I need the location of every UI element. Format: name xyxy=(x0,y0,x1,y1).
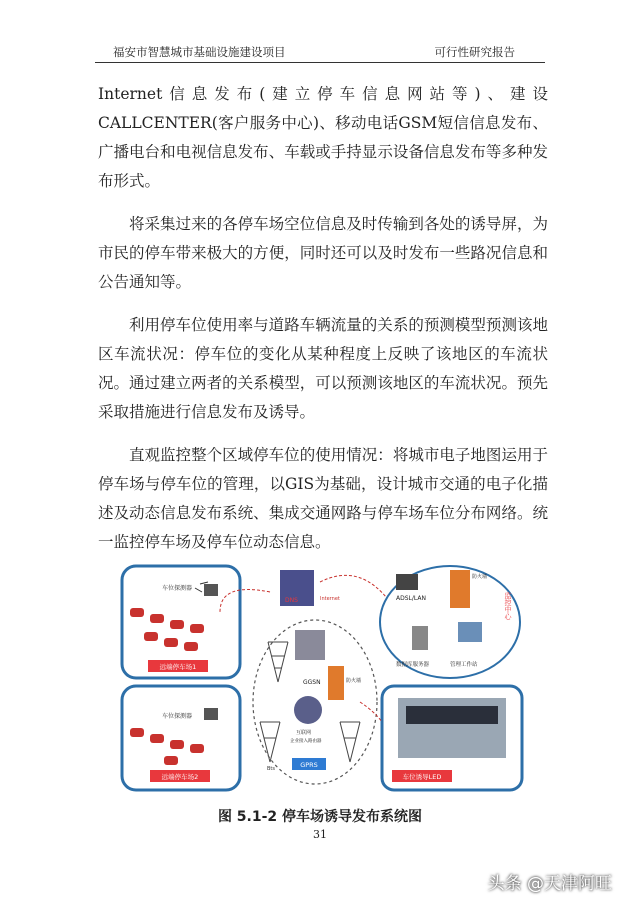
body-text xyxy=(98,80,548,571)
network-icon xyxy=(294,696,322,724)
center-firewall-icon xyxy=(450,570,470,608)
paragraph-3: 利用停车位使用率与道路车辆流量的关系的预测模型预测该地区车流状况：停车位的变化从某种程度上反映了该地区的车流状况。通过建立两者的关系模型，可以预测该地区的车流状况。预先采取措施进行信息发布及诱导。 xyxy=(98,316,548,421)
remote-lot-1 xyxy=(122,566,240,678)
router-icon xyxy=(295,630,325,660)
led-label: 车位诱导LED xyxy=(402,773,442,781)
network-label-1: 互联网 xyxy=(296,730,312,736)
page-header xyxy=(95,38,545,63)
lot2-name: 远端停车场2 xyxy=(161,773,199,781)
firewall-icon xyxy=(328,666,344,700)
lot1-sensor-label: 车位探测器 xyxy=(162,585,193,592)
paragraph-2: 将采集过来的各停车场空位信息及时传输到各处的诱导屏，为市民的停车带来极大的方便，同时还可以及时发布一些路况信息和公告通知等。 xyxy=(98,215,548,291)
figure-caption: 图 5.1-2 停车场诱导发布系统图 xyxy=(217,809,423,825)
remote-lot-2 xyxy=(122,686,240,790)
network-label-2: 企业接入路由器 xyxy=(290,739,322,744)
workstation-label: 管理工作站 xyxy=(450,662,478,668)
parking-guidance-diagram xyxy=(120,562,525,794)
center-title: 监控中心 xyxy=(504,592,512,620)
header-report-type: 可行性研究报告 xyxy=(434,45,515,59)
lot2-sensor-label: 车位探测器 xyxy=(162,713,193,720)
db-server-label: 数据库服务器 xyxy=(396,662,430,668)
led-display xyxy=(382,686,522,790)
watermark: 头条 @天津阿旺 xyxy=(487,874,612,894)
paragraph-4: 直观监控整个区域停车位的使用情况：将城市电子地图运用于停车场与停车位的管理，以GIS为基础，设计城市交通的电子化描述及动态信息发布系统、集成交通网路与停车场车位分布网络。统一监控停车场及停车位动态信息。 xyxy=(98,446,548,551)
adsl-label: ADSL/LAN xyxy=(396,595,426,602)
modem-icon xyxy=(396,574,418,590)
ggsn-label: GGSN xyxy=(303,679,321,686)
workstation-icon xyxy=(458,622,482,642)
sensor-icon xyxy=(204,708,218,720)
gprs-label: GPRS xyxy=(300,761,318,769)
header-project-title: 福安市智慧城市基础设施建设项目 xyxy=(113,45,286,59)
internet-label: Internet xyxy=(320,596,340,602)
paragraph-1: Internet信息发布(建立停车信息网站等)、建设CALLCENTER(客户服务中心)、移动电话GSM短信信息发布、广播电台和电视信息发布、车载或手持显示设备信息发布等多种发布形式。 xyxy=(98,85,548,190)
center-firewall-label: 防火墙 xyxy=(472,574,488,580)
page-number: 31 xyxy=(313,828,327,841)
firewall-label: 防火墙 xyxy=(346,678,362,684)
lot1-name: 远端停车场1 xyxy=(159,663,197,671)
db-server-icon xyxy=(412,626,428,650)
server-label: DNS xyxy=(285,597,298,604)
bts-label: Bts xyxy=(267,766,275,772)
sensor-icon xyxy=(204,584,218,596)
